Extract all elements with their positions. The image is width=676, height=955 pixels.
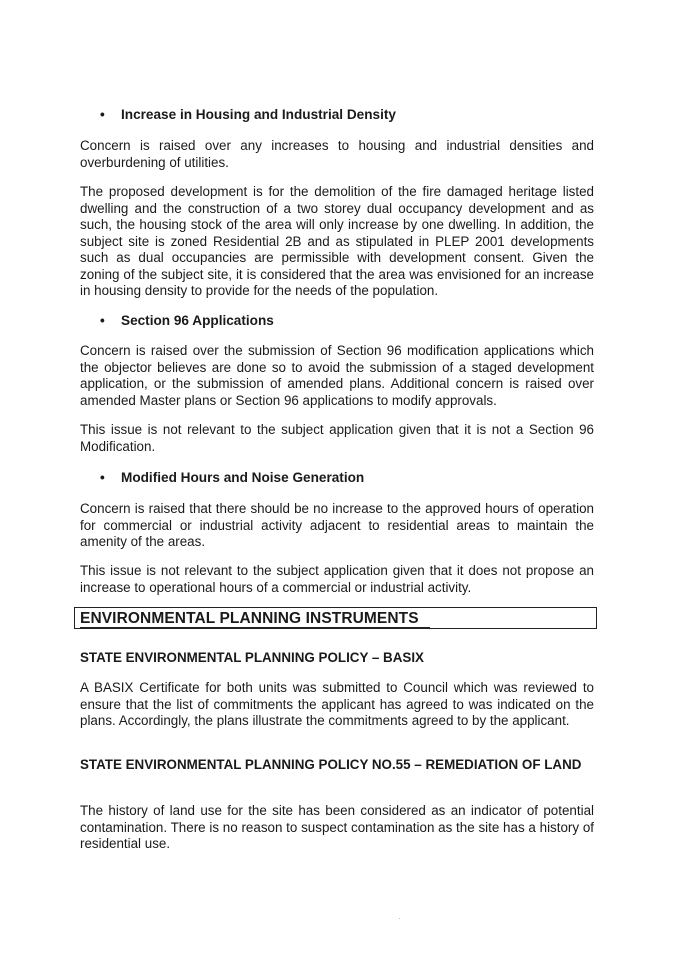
paragraph-block bbox=[80, 343, 594, 409]
section-underline bbox=[80, 627, 430, 628]
bullet-heading-text: Modified Hours and Noise Generation bbox=[121, 470, 365, 485]
paragraph: A BASIX Certificate for both units was submitted to Council which was reviewed to ensure that the list of commitments the applicant has agreed to was indicated on the plans. Accordingly, the plans illustrate the commitments agreed to by the applicant. bbox=[80, 680, 594, 728]
bullet-heading-text: Section 96 Applications bbox=[121, 313, 274, 328]
paragraph: Concern is raised over any increases to housing and industrial densities and overburdening of utilities. bbox=[80, 138, 594, 170]
paragraph: This issue is not relevant to the subject application given that it is not a Section 96 Modification. bbox=[80, 422, 594, 454]
paragraph: Concern is raised over the submission of Section 96 modification applications which the objector believes are done so to avoid the submission of a staged development application, or the submission of amended plans. Additional concern is raised over amended Master plans or Section 96 applications to modify approvals. bbox=[80, 343, 594, 408]
paragraph-block bbox=[80, 422, 594, 455]
paragraph-block bbox=[80, 680, 594, 730]
paragraph-block bbox=[80, 803, 594, 853]
bullet-heading-hours-noise bbox=[100, 469, 364, 486]
bullet-heading-section-96 bbox=[100, 312, 274, 329]
bullet-icon: • bbox=[100, 107, 105, 122]
paragraph-block bbox=[80, 501, 594, 551]
section-heading-box bbox=[74, 607, 597, 629]
paragraph-block bbox=[80, 563, 594, 596]
bullet-icon: • bbox=[100, 313, 105, 328]
paragraph: This issue is not relevant to the subject application given that it does not propose an increase to operational hours of a commercial or industrial activity. bbox=[80, 563, 594, 595]
subheading-basix: STATE ENVIRONMENTAL PLANNING POLICY – BASIX bbox=[80, 650, 424, 665]
scan-speck bbox=[399, 918, 400, 919]
paragraph-block bbox=[80, 138, 594, 171]
section-title: ENVIRONMENTAL PLANNING INSTRUMENTS bbox=[80, 610, 419, 627]
subheading-block bbox=[80, 757, 594, 774]
bullet-icon: • bbox=[100, 470, 105, 485]
subheading-block bbox=[80, 650, 594, 667]
paragraph: Concern is raised that there should be no increase to the approved hours of operation for commercial or industrial activity adjacent to residential areas to maintain the amenity of the areas. bbox=[80, 501, 594, 549]
paragraph-block bbox=[80, 184, 594, 300]
paragraph: The history of land use for the site has been considered as an indicator of potential contamination. There is no reason to suspect contamination as the site has a history of residential use. bbox=[80, 803, 594, 851]
bullet-heading-housing-density bbox=[100, 106, 396, 123]
paragraph: The proposed development is for the demolition of the fire damaged heritage listed dwelling and the construction of a two storey dual occupancy development and as such, the housing stock of the area will only increase by one dwelling. In addition, the subject site is zoned Residential 2B and as stipulated in PLEP 2001 developments such as dual occupancies are permissible with development consent. Given the zoning of the subject site, it is considered that the area was envisioned for an increase in housing density to provide for the needs of the population. bbox=[80, 184, 594, 298]
subheading-sepp55: STATE ENVIRONMENTAL PLANNING POLICY NO.55 – REMEDIATION OF LAND bbox=[80, 757, 582, 772]
bullet-heading-text: Increase in Housing and Industrial Density bbox=[121, 107, 396, 122]
